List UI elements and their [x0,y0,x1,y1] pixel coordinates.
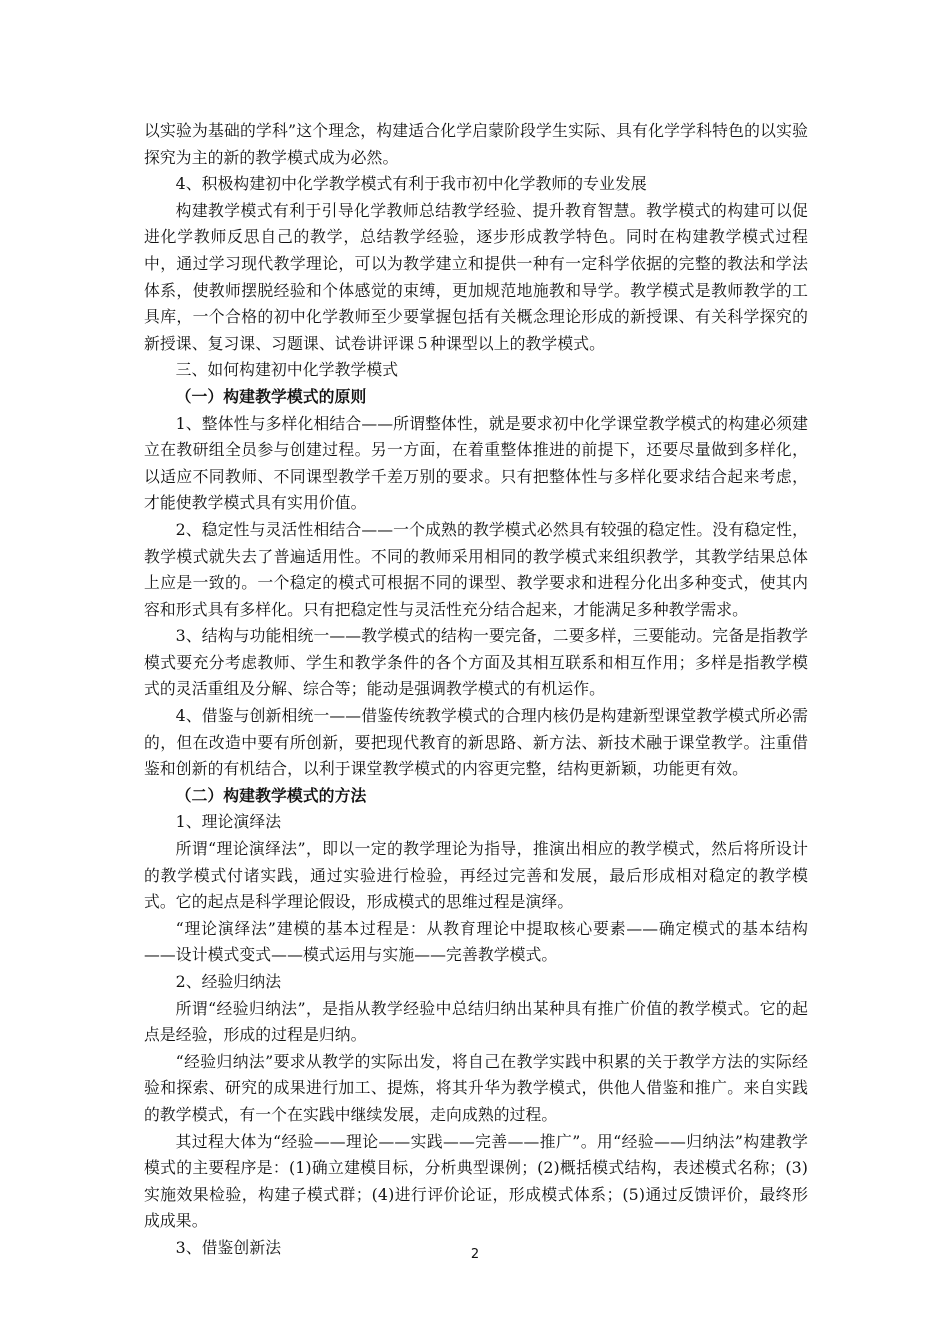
subsection-heading: （二）构建教学模式的方法 [175,785,367,805]
document-body [144,118,808,1262]
paragraph: 3、结构与功能相统一——教学模式的结构一要完备，二要多样，三要能动。完备是指教学模式要充分考虑教师、学生和教学条件的各个方面及其相互联系和相互作用；多样是指教学模式的灵活重组及分解、综合等；能动是强调教学模式的有机运作。 [144,626,808,699]
section-heading: 三、如何构建初中化学教学模式 [175,360,399,380]
subheading: 4、积极构建初中化学教学模式有利于我市初中化学教师的专业发展 [175,174,647,194]
paragraph: “经验归纳法”要求从教学的实际出发，将自己在教学实践中积累的关于教学方法的实际经验和探索、研究的成果进行加工、提炼，将其升华为教学模式，供他人借鉴和推广。来自实践的教学模式，有一个在实践中继续发展，走向成熟的过程。 [144,1051,808,1124]
method-heading: 2、经验归纳法 [175,972,282,991]
subsection-heading: （一）构建教学模式的原则 [175,386,367,406]
paragraph: 其过程大体为“经验——理论——实践——完善——推广”。用“经验——归纳法”构建教学模式的主要程序是：(1)确立建模目标，分析典型课例；(2)概括模式结构，表述模式名称；(3)实施效果检验，构建子模式群；(4)进行评价论证，形成模式体系；(5)通过反馈评价，最终形成成果。 [144,1131,808,1231]
paragraph: 4、借鉴与创新相统一——借鉴传统教学模式的合理内核仍是构建新型课堂教学模式所必需的，但在改造中要有所创新，要把现代教育的新思路、新方法、新技术融于课堂教学。注重借鉴和创新的有机结合，以利于课堂教学模式的内容更完整，结构更新颖，功能更有效。 [144,706,808,779]
paragraph: 构建教学模式有利于引导化学教师总结教学经验、提升教育智慧。教学模式的构建可以促进化学教师反思自己的教学，总结教学经验，逐步形成教学特色。同时在构建教学模式过程中，通过学习现代教学理论，可以为教学建立和提供一种有一定科学依据的完整的教法和学法体系，使教师摆脱经验和个体感觉的束缚，更加规范地施教和导学。教学模式是教师教学的工具库，一个合格的初中化学教师至少要掌握包括有关概念理论形成的新授课、有关科学探究的新授课、复习课、习题课、试卷讲评课５种课型以上的教学模式。 [144,200,808,353]
method-heading: 3、借鉴创新法 [175,1237,282,1257]
paragraph: 2、稳定性与灵活性相结合——一个成熟的教学模式必然具有较强的稳定性。没有稳定性，教学模式就失去了普遍适用性。不同的教师采用相同的教学模式来组织教学，其教学结果总体上应是一致的。一个稳定的模式可根据不同的课型、教学要求和进程分化出多种变式，使其内容和形式具有多样化。只有把稳定性与灵活性充分结合起来，才能满足多种教学需求。 [144,519,808,619]
paragraph: 1、整体性与多样化相结合——所谓整体性，就是要求初中化学课堂教学模式的构建必须建立在教研组全员参与创建过程。另一方面，在着重整体推进的前提下，还要尽量做到多样化，以适应不同教师、不同课型教学千差万别的要求。只有把整体性与多样化要求结合起来考虑，才能使教学模式具有实用价值。 [144,413,808,513]
page-number: 2 [470,1247,480,1262]
paragraph: 所谓“理论演绎法”，即以一定的教学理论为指导，推演出相应的教学模式，然后将所设计的教学模式付诸实践，通过实验进行检验，再经过完善和发展，最后形成相对稳定的教学模式。它的起点是科学理论假设，形成模式的思维过程是演绎。 [144,839,808,912]
paragraph: 所谓“经验归纳法”，是指从教学经验中总结归纳出某种具有推广价值的教学模式。它的起点是经验，形成的过程是归纳。 [144,998,808,1045]
method-heading: 1、理论演绎法 [175,812,282,832]
paragraph: “理论演绎法”建模的基本过程是：从教育理论中提取核心要素——确定模式的基本结构——设计模式变式——模式运用与实施——完善教学模式。 [144,918,808,965]
paragraph: 以实验为基础的学科”这个理念，构建适合化学启蒙阶段学生实际、具有化学学科特色的以实验探究为主的新的教学模式成为必然。 [144,121,808,167]
